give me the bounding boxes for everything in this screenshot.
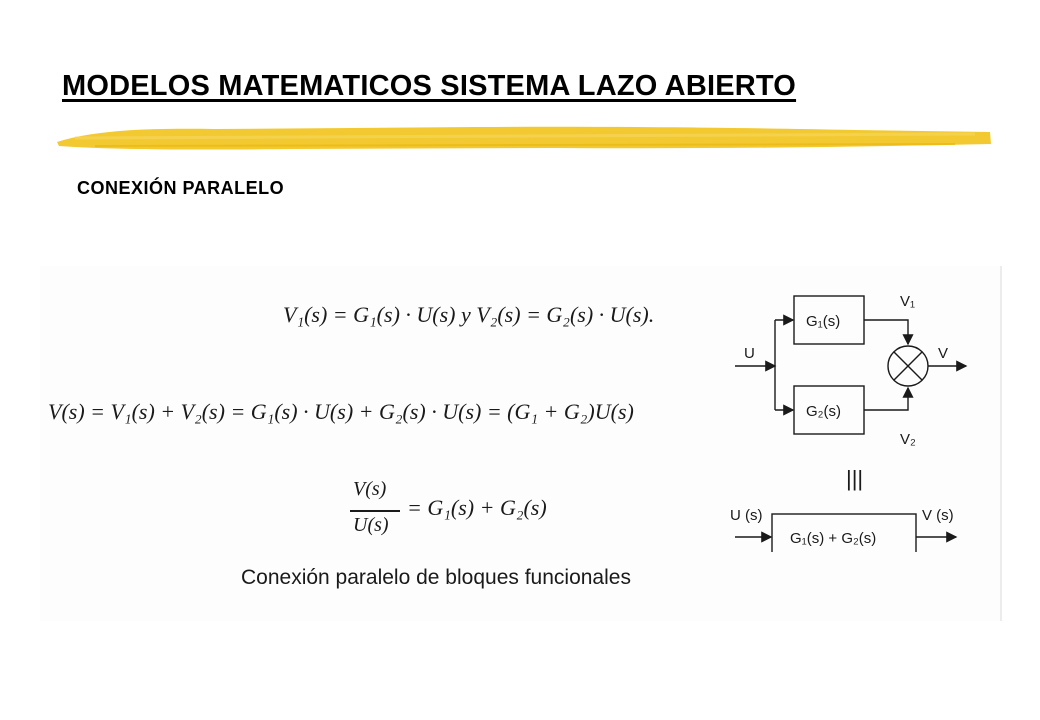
block-g1-label: G₁(s) (806, 313, 841, 330)
transfer-function-denominator: U(s) (353, 514, 389, 536)
equiv-block-label: G₁(s) + G₂(s) (790, 530, 877, 547)
fraction-bar (350, 510, 400, 512)
equation-partial-outputs: V₁(s) = G₁(s) · U(s) y V₂(s) = G₂(s) · U(s). (283, 302, 655, 327)
equivalence-symbol: ||| (846, 466, 864, 491)
transfer-function-result: = G₁(s) + G₂(s) (407, 495, 547, 520)
transfer-function-numerator: V(s) (353, 478, 387, 500)
section-subtitle: CONEXIÓN PARALELO (77, 178, 285, 198)
equiv-output-label: V (s) (922, 507, 954, 524)
highlighter-stroke (55, 122, 995, 156)
output-label: V (938, 345, 949, 362)
input-label: U (744, 345, 755, 362)
slide-title: MODELOS MATEMATICOS SISTEMA LAZO ABIERTO (62, 70, 797, 102)
block-g2-label: G₂(s) (806, 403, 841, 420)
v2-label: V₂ (900, 431, 916, 448)
v1-label: V₁ (900, 293, 916, 310)
equiv-input-label: U (s) (730, 507, 763, 524)
equation-sum-outputs: V(s) = V₁(s) + V₂(s) = G₁(s) · U(s) + G₂(s) · U(s) = (G₁ + G₂)U(s) (48, 399, 634, 424)
parallel-connection-figure (40, 266, 1002, 621)
figure-caption: Conexión paralelo de bloques funcionales (241, 566, 631, 589)
block-diagram (730, 282, 980, 552)
